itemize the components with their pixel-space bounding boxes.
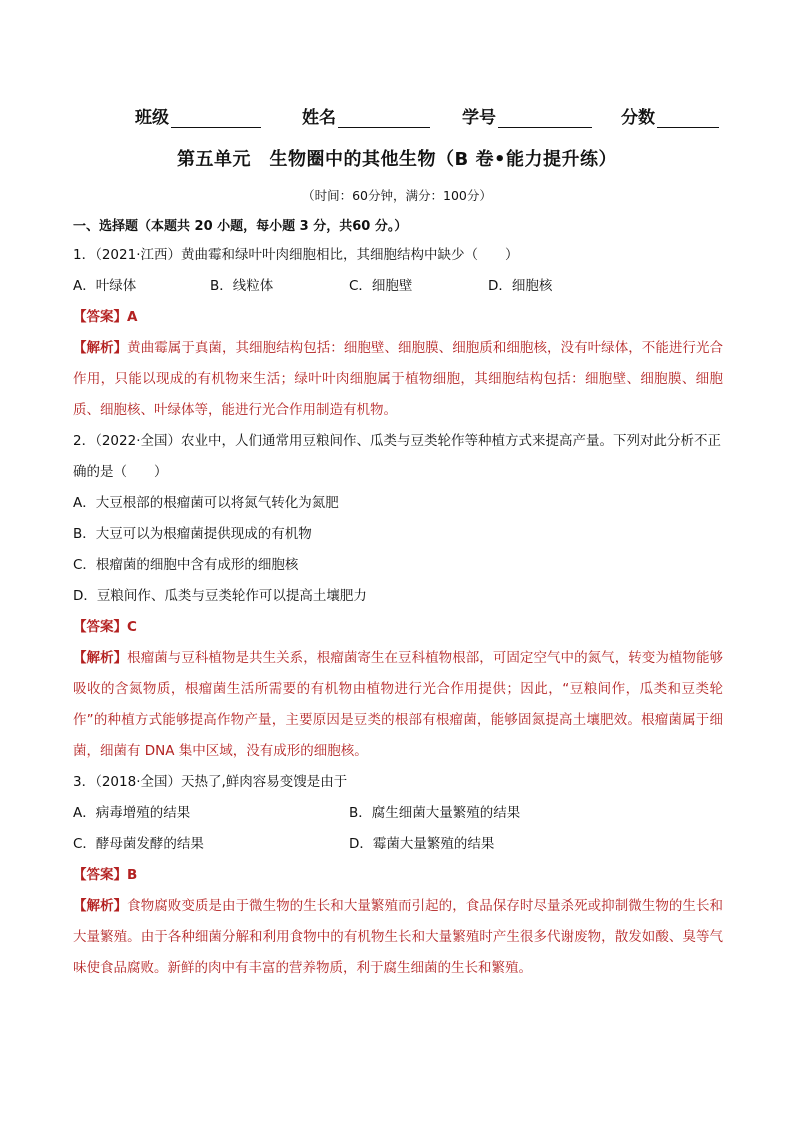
question-3 [73,767,723,984]
option-a[interactable]: A．病毒增殖的结果 [73,805,191,821]
question-2 [73,426,723,767]
option-b[interactable]: B．线粒体 [210,278,274,294]
question-stem: 2．（2022·全国）农业中，人们通常用豆粮间作、瓜类与豆类轮作等种植方式来提高产量。下列对此分析不正确的是（ ） [73,433,721,480]
option-d[interactable]: D．豆粮间作、瓜类与豆类轮作可以提高土壤肥力 [73,588,367,604]
student-info-row [0,103,794,129]
option-c[interactable]: C．酵母菌发酵的结果 [73,836,204,852]
option-c[interactable]: C．根瘤菌的细胞中含有成形的细胞核 [73,557,299,573]
answer-tag: 【答案】 [73,309,127,325]
student-id-field [462,103,592,128]
answer-line [73,612,723,643]
options-row-2 [73,829,723,860]
question-list [73,214,723,984]
option-d[interactable]: D．霉菌大量繁殖的结果 [349,836,495,852]
analysis-block [73,333,723,426]
analysis-text: 根瘤菌与豆科植物是共生关系，根瘤菌寄生在豆科植物根部，可固定空气中的氮气，转变为植物能够吸收的含氮物质，根瘤菌生活所需要的有机物由植物进行光合作用提供；因此，“豆粮间作，瓜类和豆类轮作”的种植方式能够提高作物产量，主要原因是豆类的根部有根瘤菌，能够固氮提高土壤肥效。根瘤菌属于细菌，细菌有 DNA 集中区域，没有成形的细胞核。 [73,650,724,759]
student-id-blank[interactable] [498,109,592,128]
question-stem: 1．（2021·江西）黄曲霉和绿叶叶肉细胞相比，其细胞结构中缺少（ ） [73,247,519,263]
class-blank[interactable] [171,109,261,128]
analysis-block [73,643,723,767]
analysis-text: 黄曲霉属于真菌，其细胞结构包括：细胞壁、细胞膜、细胞质和细胞核，没有叶绿体，不能进行光合作用，只能以现成的有机物来生活；绿叶叶肉细胞属于植物细胞，其细胞结构包括：细胞壁、细胞膜、细胞质、细胞核、叶绿体等，能进行光合作用制造有机物。 [73,340,724,418]
option-b[interactable]: B．腐生细菌大量繁殖的结果 [349,805,521,821]
answer-line [73,860,723,891]
score-blank[interactable] [657,109,719,128]
score-label: 分数 [621,108,655,128]
answer-line [73,302,723,333]
page-subtitle: （时间：60分钟，满分：100分） [302,188,492,203]
options-row [73,271,723,302]
class-label: 班级 [135,108,169,128]
analysis-tag: 【解析】 [73,650,128,666]
page-title: 第五单元 生物圈中的其他生物（B 卷•能力提升练） [177,149,617,170]
score-field [621,103,719,128]
analysis-block [73,891,723,984]
answer-value: B [127,867,138,883]
analysis-tag: 【解析】 [73,898,128,914]
name-blank[interactable] [338,109,430,128]
answer-value: A [127,309,138,325]
class-field [135,103,261,128]
answer-tag: 【答案】 [73,619,127,635]
option-a[interactable]: A．大豆根部的根瘤菌可以将氮气转化为氮肥 [73,495,339,511]
answer-tag: 【答案】 [73,867,127,883]
analysis-text: 食物腐败变质是由于微生物的生长和大量繁殖而引起的，食品保存时尽量杀死或抑制微生物的生长和大量繁殖。由于各种细菌分解和利用食物中的有机物生长和大量繁殖时产生很多代谢废物，散发如酸、臭等气味使食品腐败。新鲜的肉中有丰富的营养物质，利于腐生细菌的生长和繁殖。 [73,898,724,976]
name-field [302,103,430,128]
option-c[interactable]: C．细胞壁 [349,278,413,294]
options-row-1 [73,798,723,829]
option-a[interactable]: A．叶绿体 [73,278,137,294]
question-stem: 3．（2018·全国）天热了,鲜肉容易变馊是由于 [73,774,348,790]
option-d[interactable]: D．细胞核 [488,278,553,294]
section-heading: 一、选择题（本题共 20 小题，每小题 3 分，共60 分。） [73,219,408,234]
student-id-label: 学号 [462,108,496,128]
question-1 [73,240,723,426]
option-b[interactable]: B．大豆可以为根瘤菌提供现成的有机物 [73,526,312,542]
name-label: 姓名 [302,108,336,128]
answer-value: C [127,619,137,635]
analysis-tag: 【解析】 [73,340,128,356]
